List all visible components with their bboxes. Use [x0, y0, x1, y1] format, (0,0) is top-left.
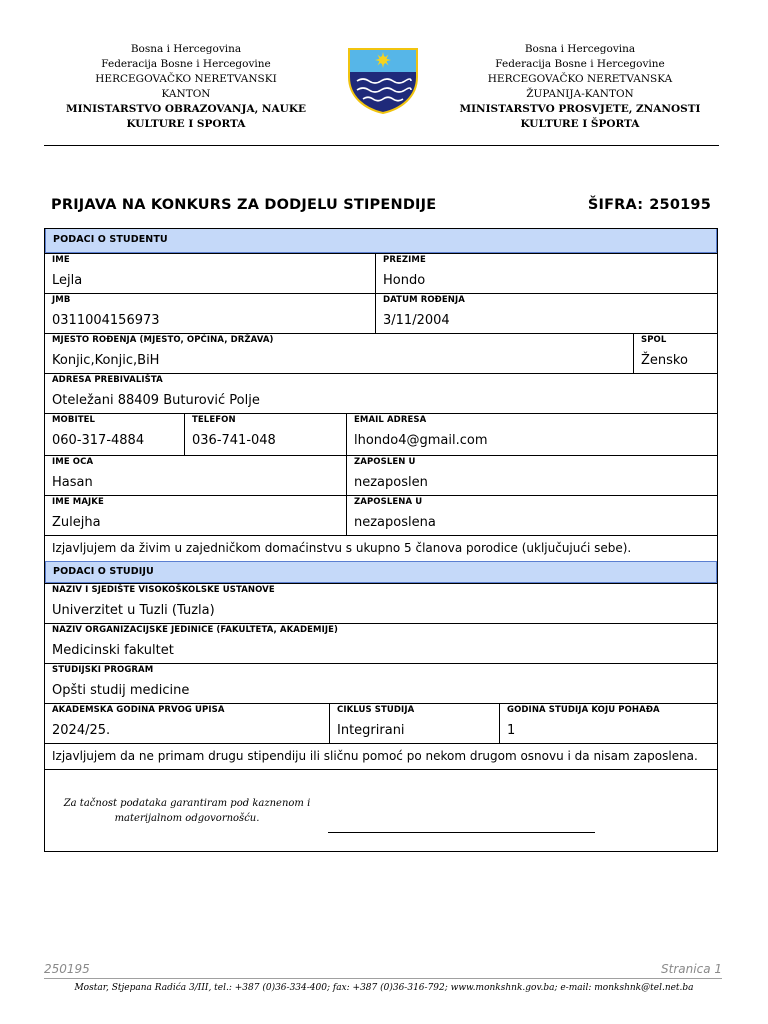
section-student-title: PODACI O STUDENTU	[53, 234, 168, 245]
field-mjesto-label: MJESTO ROĐENJA (MJESTO, OPĆINA, DRŽAVA)	[52, 335, 274, 345]
field-godina-studija-label: GODINA STUDIJA KOJU POHAĐA	[507, 705, 660, 715]
field-ustanova-label: NAZIV I SJEDIŠTE VISOKOŠKOLSKE USTANOVE	[52, 585, 275, 595]
field-mobitel-label: MOBITEL	[52, 415, 96, 425]
section-study-header	[45, 561, 717, 583]
field-telefon-value: 036-741-048	[192, 433, 276, 448]
field-godina-upisa	[45, 704, 329, 743]
header-divider	[44, 145, 719, 146]
field-telefon	[184, 414, 346, 455]
field-program	[45, 664, 717, 703]
field-ime-value: Lejla	[52, 273, 83, 288]
field-ime-oca	[45, 456, 346, 495]
field-prezime-label: PREZIME	[383, 255, 426, 265]
field-zaposlen-value: nezaposlen	[354, 475, 428, 490]
field-ustanova	[45, 584, 717, 623]
field-zaposlena	[346, 496, 717, 535]
field-ime-label: IME	[52, 255, 70, 265]
field-jedinica-label: NAZIV ORGANIZACIJSKE JEDINICE (FAKULTETA, AKADEMIJE)	[52, 625, 338, 635]
header-left-line2: Federacija Bosne i Hercegovine	[101, 58, 271, 70]
field-godina-studija-value: 1	[507, 723, 516, 738]
header-right-line3: HERCEGOVAČKO NERETVANSKA	[487, 73, 673, 85]
form-code	[582, 197, 711, 213]
application-form	[44, 228, 718, 852]
row-enrollment	[45, 703, 717, 743]
field-spol	[633, 334, 717, 373]
field-mjesto-value: Konjic,Konjic,BiH	[52, 353, 160, 368]
field-spol-value: Žensko	[641, 353, 688, 368]
guarantee-line1: Za tačnost podataka garantiram pod kaznenom i	[63, 798, 311, 809]
header-right-line2: Federacija Bosne i Hercegovine	[495, 58, 665, 70]
field-mobitel-value: 060-317-4884	[52, 433, 145, 448]
field-godina-upisa-label: AKADEMSKA GODINA PRVOG UPISA	[52, 705, 225, 715]
row-name	[45, 253, 717, 293]
field-zaposlen-label: ZAPOSLEN U	[354, 457, 416, 467]
row-father	[45, 455, 717, 495]
footer-address: Mostar, Stjepana Radića 3/III, tel.: +387 (0)36-334-400; fax: +387 (0)36-316-792; www.monkshnk.gov.ba; e-mail: monkshnk@tel.net.ba	[74, 983, 694, 993]
row-household-declaration	[45, 535, 717, 561]
row-birthplace	[45, 333, 717, 373]
field-mjesto	[45, 334, 633, 373]
field-ustanova-value: Univerzitet u Tuzli (Tuzla)	[52, 603, 215, 618]
header-left-line4: KANTON	[161, 88, 211, 100]
field-ime-oca-value: Hasan	[52, 475, 93, 490]
field-ciklus	[329, 704, 499, 743]
field-prezime	[375, 254, 717, 293]
header-left-line3: HERCEGOVAČKO NERETVANSKI	[95, 73, 277, 85]
row-contact	[45, 413, 717, 455]
footer-divider	[44, 978, 722, 979]
header-left-line1: Bosna i Hercegovina	[130, 43, 242, 55]
row-mother	[45, 495, 717, 535]
row-institution	[45, 583, 717, 623]
field-adresa-value: Oteležani 88409 Buturović Polje	[52, 393, 260, 408]
coat-of-arms-icon	[347, 47, 419, 115]
header-left-line6: KULTURE I SPORTA	[126, 118, 246, 130]
field-zaposlena-value: nezaposlena	[354, 515, 436, 530]
field-email-value: lhondo4@gmail.com	[354, 433, 488, 448]
section-student-header	[45, 229, 717, 253]
row-scholarship-declaration	[45, 743, 717, 769]
header-left-line5: MINISTARSTVO OBRAZOVANJA, NAUKE	[66, 103, 306, 115]
household-declaration: Izjavljujem da živim u zajedničkom domaćinstvu s ukupno 5 članova porodice (uključujući sebe).	[52, 541, 632, 555]
form-title: PRIJAVA NA KONKURS ZA DODJELU STIPENDIJE	[51, 197, 437, 213]
field-program-label: STUDIJSKI PROGRAM	[52, 665, 154, 675]
field-jedinica-value: Medicinski fakultet	[52, 643, 174, 658]
header-right	[430, 42, 730, 132]
row-jmb	[45, 293, 717, 333]
header-left	[36, 42, 336, 132]
field-jmb	[45, 294, 375, 333]
field-datum-value: 3/11/2004	[383, 313, 450, 328]
field-prezime-value: Hondo	[383, 273, 426, 288]
section-study-title: PODACI O STUDIJU	[53, 566, 154, 577]
field-ime-majke	[45, 496, 346, 535]
scholarship-declaration: Izjavljujem da ne primam drugu stipendiju ili sličnu pomoć po nekom drugom osnovu i da nisam zaposlena.	[52, 749, 698, 763]
field-ciklus-label: CIKLUS STUDIJA	[337, 705, 415, 715]
row-address	[45, 373, 717, 413]
field-jedinica	[45, 624, 717, 663]
header-right-line5: MINISTARSTVO PROSVJETE, ZNANOSTI	[459, 103, 701, 115]
field-ime	[45, 254, 375, 293]
field-email-label: EMAIL ADRESA	[354, 415, 427, 425]
field-adresa	[45, 374, 717, 413]
row-program	[45, 663, 717, 703]
field-adresa-label: ADRESA PREBIVALIŠTA	[52, 375, 163, 385]
form-code-value: 250195	[649, 197, 711, 213]
field-ime-majke-value: Zulejha	[52, 515, 101, 530]
guarantee-line2: materijalnom odgovornošću.	[114, 813, 260, 824]
form-code-label: ŠIFRA:	[587, 197, 644, 213]
field-datum-label: DATUM ROĐENJA	[383, 295, 465, 305]
field-ime-majke-label: IME MAJKE	[52, 497, 104, 507]
footer-code: 250195	[44, 962, 90, 976]
field-jmb-value: 0311004156973	[52, 313, 160, 328]
guarantee-statement	[56, 796, 318, 826]
footer-page-number: Stranica 1	[661, 962, 722, 976]
header-right-line6: KULTURE I ŠPORTA	[520, 118, 640, 130]
field-godina-studija	[499, 704, 717, 743]
field-telefon-label: TELEFON	[192, 415, 236, 425]
field-zaposlen	[346, 456, 717, 495]
field-ciklus-value: Integrirani	[337, 723, 405, 738]
field-jmb-label: JMB	[52, 295, 71, 305]
header-right-line4: ŽUPANIJA-KANTON	[526, 88, 634, 100]
signature-line[interactable]	[328, 832, 595, 833]
row-faculty	[45, 623, 717, 663]
field-program-value: Opšti studij medicine	[52, 683, 190, 698]
field-godina-upisa-value: 2024/25.	[52, 723, 111, 738]
field-datum	[375, 294, 717, 333]
field-email	[346, 414, 717, 455]
field-zaposlena-label: ZAPOSLENA U	[354, 497, 423, 507]
header-right-line1: Bosna i Hercegovina	[524, 43, 636, 55]
field-mobitel	[45, 414, 184, 455]
field-spol-label: SPOL	[641, 335, 667, 345]
field-ime-oca-label: IME OCA	[52, 457, 94, 467]
